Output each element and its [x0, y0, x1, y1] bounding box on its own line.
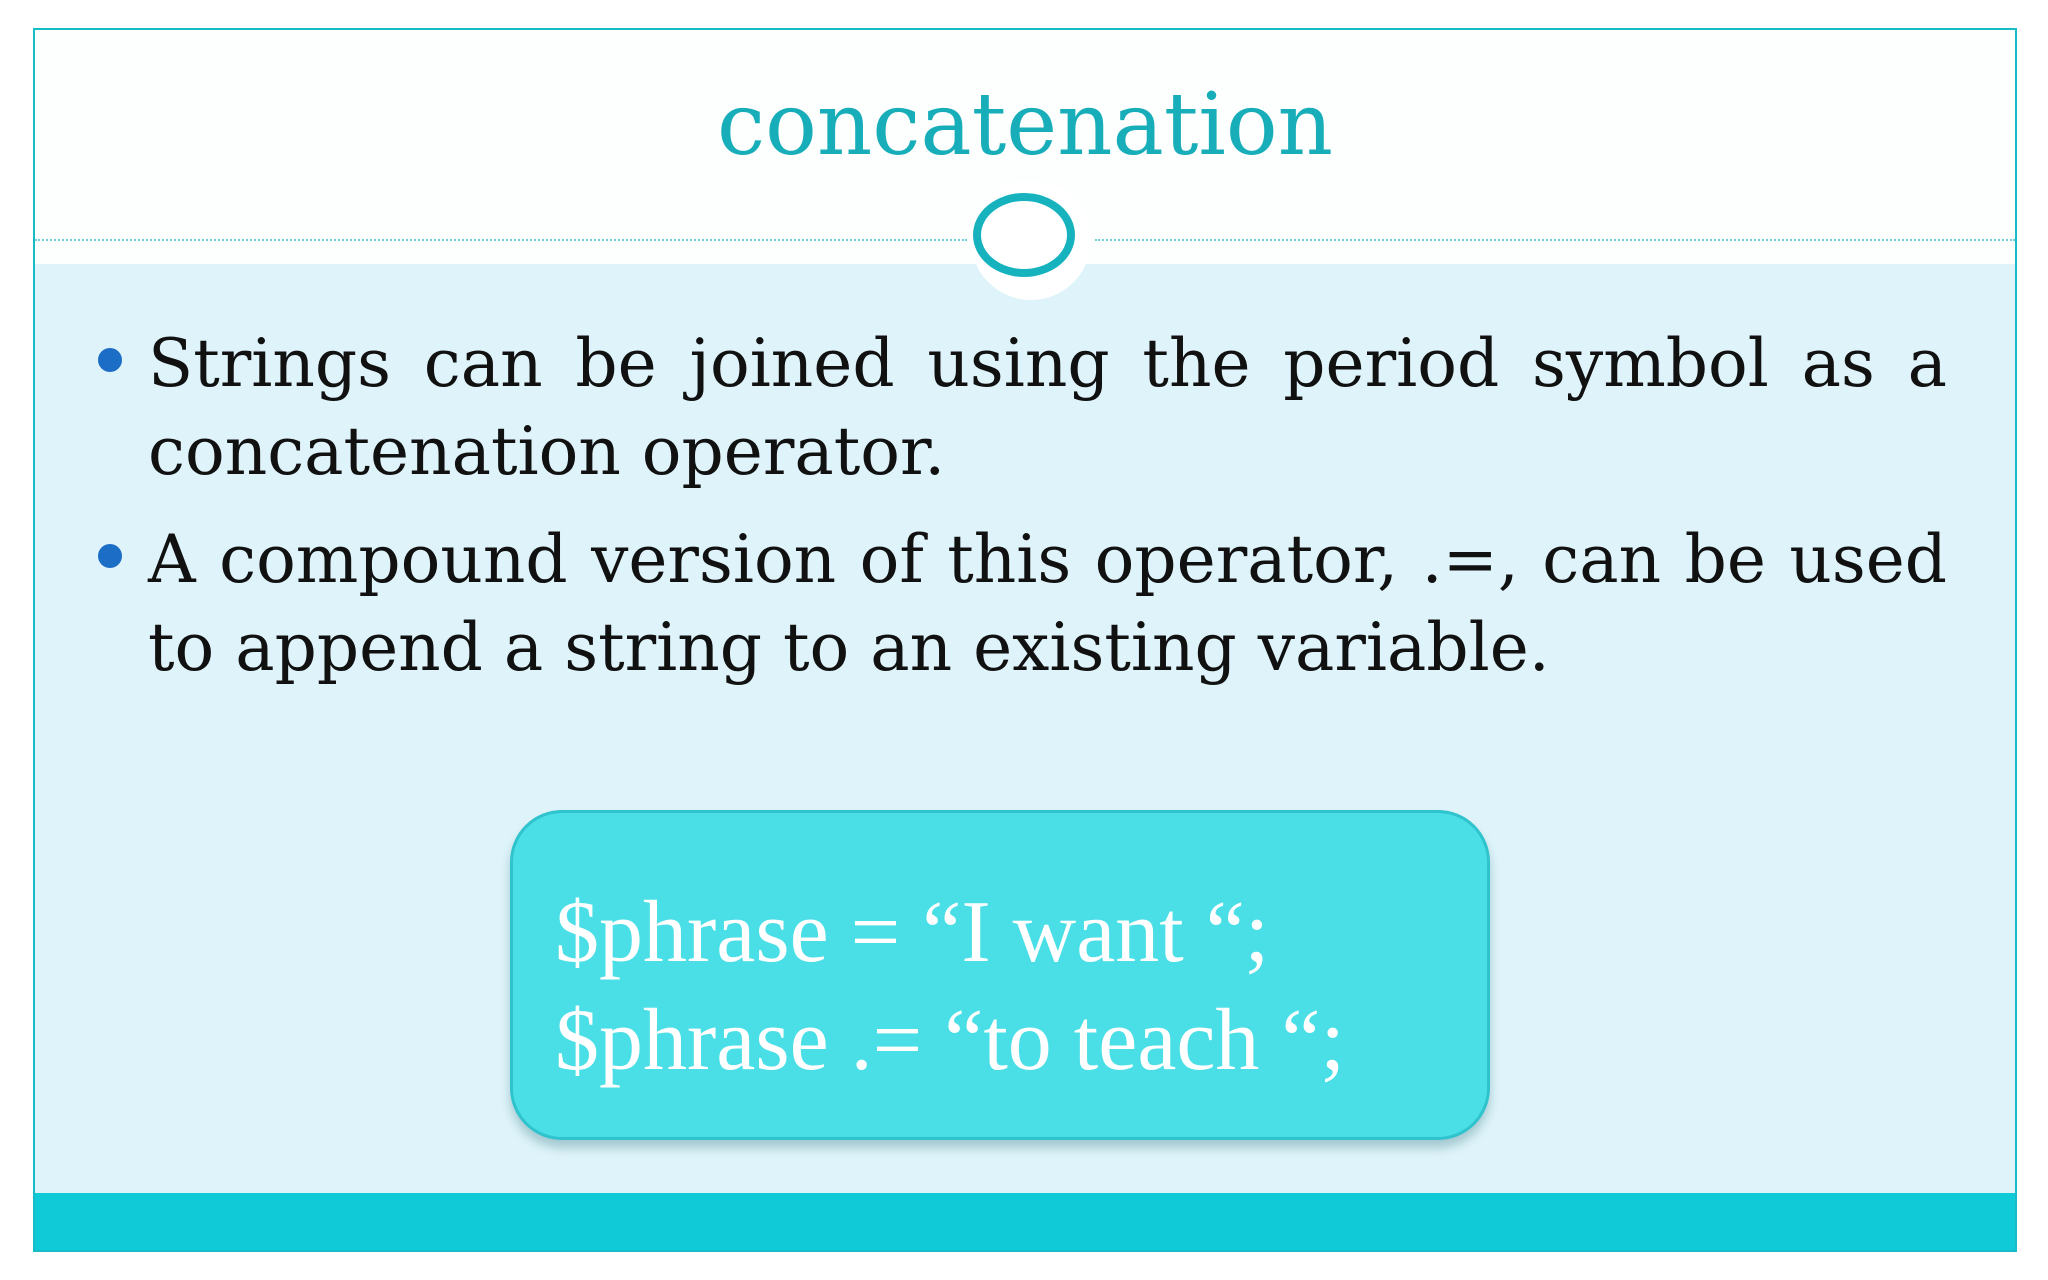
- circle-ornament-icon: [973, 193, 1075, 277]
- title-divider-left: [35, 239, 967, 241]
- bullet-text: Strings can be joined using the period symbol as a concatenation operator.: [148, 325, 1947, 490]
- code-example-box: [510, 810, 1490, 1140]
- bullet-text: A compound version of this operator, .=, can be used to append a string to an existing variable.: [148, 521, 1947, 686]
- code-line: $phrase = “I want “;: [555, 884, 1270, 981]
- slide-title: concatenation: [716, 75, 1334, 175]
- title-divider-right: [1095, 239, 2015, 241]
- bullet-item: [148, 516, 1947, 692]
- bullet-item: [148, 320, 1947, 496]
- slide: [33, 28, 2017, 1252]
- bullet-dot-icon: [98, 544, 122, 568]
- code-line: $phrase .= “to teach “;: [555, 992, 1345, 1089]
- bullet-dot-icon: [98, 348, 122, 372]
- footer-bar: [35, 1193, 2015, 1252]
- bullet-list: [148, 320, 1947, 712]
